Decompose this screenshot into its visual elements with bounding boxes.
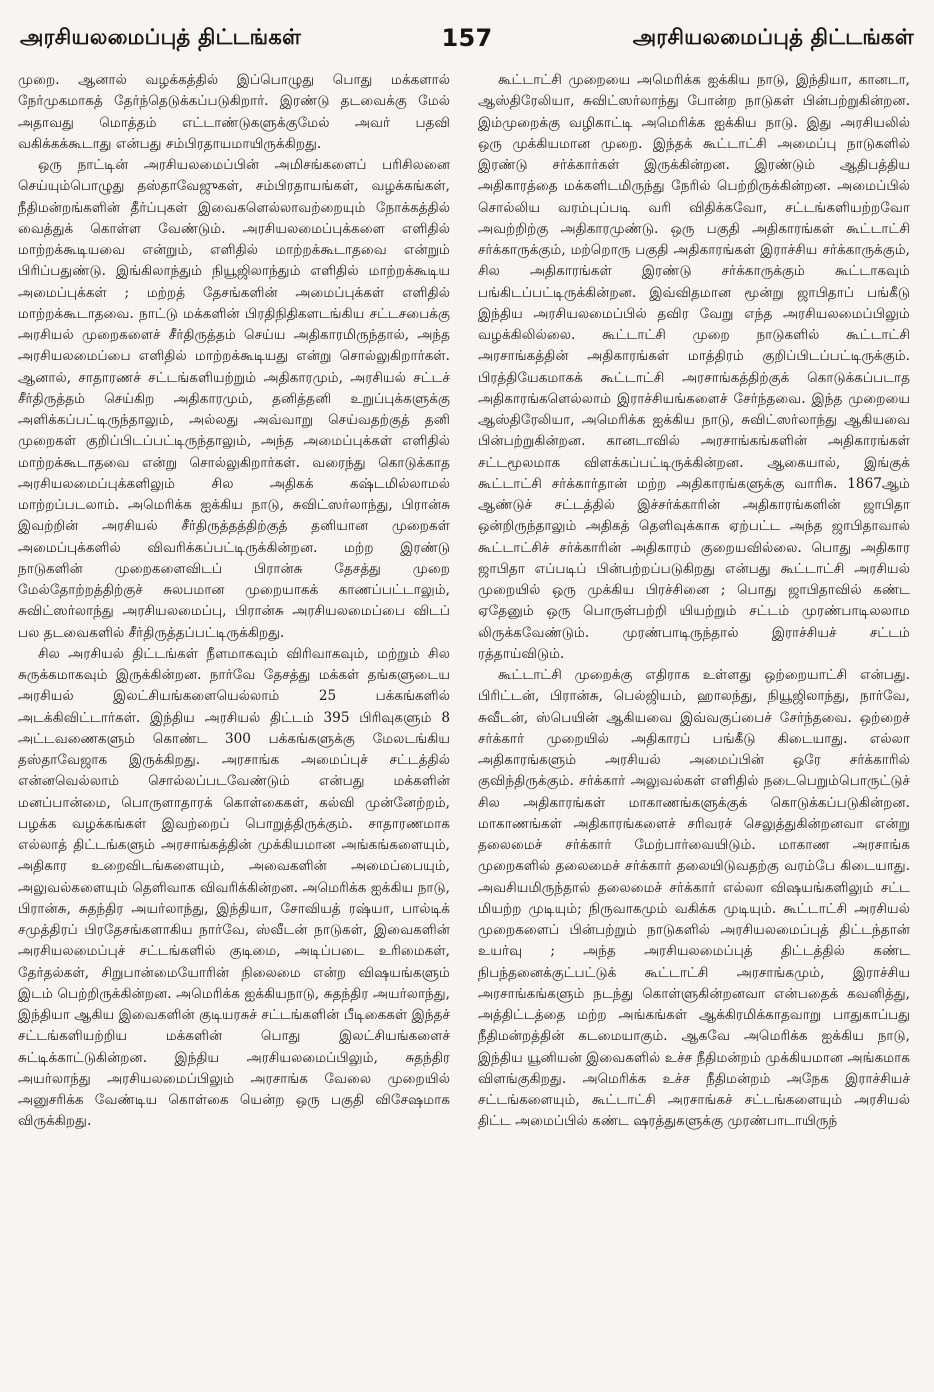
- header-title-right: அரசியலமைப்புத் திட்டங்கள்: [632, 24, 914, 49]
- paragraph: ஒரு நாட்டின் அரசியலமைப்பின் அமிசங்களைப் பரிசிலனை செய்யும்பொழுது தஸ்தாவேஜுகள், சம்பிரதாயங்கள், வழக்கங்கள், நீதிமன்றங்களின் தீர்ப்புகள் இவைகளெல்லாவற்றையும் நோக்கத்தில் வைத்துக் கொள்ள வேண்டும். அரசியலமைப்புக்களை எளிதில் மாற்றக்கூடியவை என்றும், எளிதில் மாற்றக்கூடாதவை என்றும் பிரிப்பதுண்டு. இங்கிலாந்தும் நியூஜிலாந்தும் எளிதில் மாற்றக்கூடிய அமைப்புக்கள் ; மற்றத் தேசங்களின் அமைப்புக்கள் எளிதில் மாற்றக்கூடாதவை. நாட்டு மக்களின் பிரதிநிதிகளடங்கிய சட்டசபைக்கு அரசியல் முறைகளைச் சீர்திருத்தம் செய்ய அதிகாரமிருந்தால், அந்த அரசியலமைப்பை எளிதில் மாற்றக்கூடியது என்று சொல்லுகிறார்கள். ஆனால், சாதாரணச் சட்டங்களியற்றும் அதிகாரமும், அரசியல் சட்டச் சீர்திருத்தம் செய்கிற அதிகாரமும், தனித்தனி உறுப்புக்களுக்கு அளிக்கப்பட்டிருந்தாலும், அல்லது அவ்வாறு செய்வதற்குத் தனி முறைகள் குறிப்பிடப்பட்டிருந்தாலும், அந்த அமைப்புக்கள் எளிதில் மாற்றக்கூடாதவை என்று சொல்லுகிறார்கள். வரைந்து கொடுக்காத அரசியலமைப்புக்களிலும் சில அதிகக் கஷ்டமில்லாமல் மாற்றப்படலாம். அமெரிக்க ஐக்கிய நாடு, சுவிட்ஸர்லாந்து, பிரான்சு இவற்றின் அரசியல் சீர்திருத்தத்திற்குத் தனியான முறைகள் அமைப்புக்களில் விவரிக்கப்பட்டிருக்கின்றன. மற்ற இரண்டு நாடுகளின் முறைகளைவிடப் பிரான்சு தேசத்து முறை மேல்தோற்றத்திற்குச் சுலபமான முறையாகக் காணப்பட்டாலும், சுவிட்ஸர்லாந்து அரசியலமைப்பு, பிரான்சு அரசியலமைப்பை விடப் பல தடவைகளில் சீர்திருத்தப்பட்டிருக்கிறது.: [18, 157, 450, 641]
- paragraph: கூட்டாட்சி முறைக்கு எதிராக உள்ளது ஒற்றையாட்சி என்பது. பிரிட்டன், பிரான்சு, பெல்ஜியம், ஹாலந்து, நியூஜிலாந்து, நார்வே, சுவீடன், ஸ்பெயின் ஆகியவை இவ்வகுப்பைச் சேர்ந்தவை. ஒற்றைச் சர்க்கார் முறையில் அதிகாரப் பங்கீடு கிடையாது. எல்லா அதிகாரங்களும் அரசியல் அமைப்பின் ஒரே சர்க்காரில் குவிந்திருக்கும். சர்க்கார் அலுவல்கள் எளிதில் நடைபெறும்பொருட்டுச் சில அதிகாரங்கள் மாகாணங்களுக்குக் கொடுக்கப்படுகின்றன. மாகாணங்கள் அதிகாரங்களைச் சரிவரச் செலுத்துகின்றனவா என்று தலைமைச் சர்க்கார் மேற்பார்வையிடும். மாகாண அரசாங்க முறைகளில் தலைமைச் சர்க்கார் தலையிடுவதற்கு வரம்பே கிடையாது. அவசியமிருந்தால் தலைமைச் சர்க்கார் எல்லா விஷயங்களிலும் சட்ட மியற்ற முடியும்; நிருவாகமும் வகிக்க முடியும். கூட்டாட்சி அரசியல் முறைகளைப் பின்பற்றும் நாடுகளில் அரசியலமைப்புத் திட்டந்தான் உயர்வு ; அந்த அரசியலமைப்புத் திட்டத்தில் கண்ட நிபந்தனைக்குட்பட்டுக் கூட்டாட்சி அரசாங்கமும், இராச்சிய அரசாங்கங்களும் நடந்து கொள்ளுகின்றனவா என்பதைக் கவனித்து, அத்திட்டத்தை மற்ற அங்கங்கள் ஆக்கிரமிக்காதவாறு பாதுகாப்பது நீதிமன்றத்தின் கடமையாகும். ஆகவே அமெரிக்க ஐக்கிய நாடு, இந்திய யூனியன் இவைகளில் உச்ச நீதிமன்றம் முக்கியமான அங்கமாக விளங்குகிறது. அமெரிக்க உச்ச நீதிமன்றம் அநேக இராச்சியச் சட்டங்களையும், கூட்டாட்சி அரசாங்கச் சட்டங்களையும் அரசியல் திட்ட அமைப்பில் கண்ட ஷரத்துகளுக்கு முரண்பாடாயிருந்: [478, 667, 910, 1130]
- paragraph: சில அரசியல் திட்டங்கள் நீளமாகவும் விரிவாகவும், மற்றும் சில சுருக்கமாகவும் இருக்கின்றன. நார்வே தேசத்து மக்கள் தங்களுடைய அரசியல் இலட்சியங்களையெல்லாம் 25 பக்கங்களில் அடக்கிவிட்டார்கள். இந்திய அரசியல் திட்டம் 395 பிரிவுகளும் 8 அட்டவணைகளும் கொண்ட 300 பக்கங்களுக்கு மேலடங்கிய தஸ்தாவேஜாக இருக்கிறது. அரசாங்க அமைப்புச் சட்டத்தில் என்னவெல்லாம் சொல்லப்படவேண்டும் என்பது மக்களின் மனப்பான்மை, பொருளாதாரக் கொள்கைகள், கல்வி முன்னேற்றம், பழக்க வழக்கங்கள் இவற்றைப் பொறுத்திருக்கும். சாதாரணமாக எல்லாத் திட்டங்களும் அரசாங்கத்தின் முக்கியமான அங்கங்களையும், அதிகார உறைவிடங்களையும், அவைகளின் அமைப்பையும், அலுவல்களையும் தெளிவாக விவரிக்கின்றன. அமெரிக்க ஐக்கிய நாடு, பிரான்சு, சுதந்திர அயர்லாந்து, இந்தியா, சோவியத் ரஷ்யா, பால்டிக் சமுத்திரப் பிரதேசங்களாகிய நார்வே, ஸ்வீடன் நாடுகள், இவைகளின் அரசியலமைப்புச் சட்டங்களில் குடிமை, அடிப்படை உரிமைகள், தேர்தல்கள், சிறுபான்மையோரின் நிலைமை என்ற விஷயங்களும் இடம் பெற்றிருக்கின்றன. அமெரிக்க ஐக்கியநாடு, சுதந்திர அயர்லாந்து, இந்தியா ஆகிய இவைகளின் குடியரசுச் சட்டங்களின் பீடிகைகள் இந்தச் சட்டங்களியற்றிய மக்களின் பொது இலட்சியங்களைச் சுட்டிக்காட்டுகின்றன. இந்திய அரசியலமைப்பிலும், சுதந்திர அயர்லாந்து அரசியலமைப்பிலும் அரசாங்க வேலை முறையில் அனுசரிக்க வேண்டிய கொள்கை யென்ற ஒரு பகுதி விசேஷமாக விருக்கிறது.: [18, 645, 450, 1130]
- paragraph: முறை. ஆனால் வழக்கத்தில் இப்பொழுது பொது மக்களால் நேர்முகமாகத் தேர்ந்தெடுக்கப்படுகிறார். இரண்டு தடவைக்கு மேல் அதாவது மொத்தம் எட்டாண்டுகளுக்குமேல் அவர் பதவி வகிக்கக்கூடாது என்பது சம்பிரதாயமாயிருக்கிறது.: [18, 72, 450, 152]
- header-title-left: அரசியலமைப்புத் திட்டங்கள்: [20, 24, 302, 49]
- right-text-column: [478, 70, 910, 1380]
- running-header: [20, 18, 914, 58]
- paragraph: கூட்டாட்சி முறையை அமெரிக்க ஐக்கிய நாடு, இந்தியா, கானடா, ஆஸ்திரேலியா, சுவிட்ஸர்லாந்து போன்ற நாடுகள் பின்பற்றுகின்றன. இம்முறைக்கு வழிகாட்டி அமெரிக்க ஐக்கிய நாடு. இது அரசியலில் ஒரு முக்கியமான முறை. இந்தக் கூட்டாட்சி அமைப்பு நாடுகளில் இரண்டு சர்க்கார்கள் இருக்கின்றன. இரண்டும் ஆதிபத்திய அதிகாரத்தை மக்களிடமிருந்து நேரில் பெற்றிருக்கின்றன. அமைப்பில் சொல்லிய வரம்புப்படி வரி விதிக்கவோ, சட்டங்களியற்றவோ அவற்றிற்கு அதிகாரமுண்டு. ஒரு பகுதி அதிகாரங்கள் கூட்டாட்சி சர்க்காருக்கும், மற்றொரு பகுதி அதிகாரங்கள் இராச்சிய சர்க்காருக்கும், சில அதிகாரங்கள் இரண்டு சர்க்காருக்கும் கூட்டாகவும் பங்கிடப்பட்டிருக்கின்றன. இவ்விதமான மூன்று ஜாபிதாப் பங்கீடு இந்திய அரசியலமைப்பில் தவிர வேறு எந்த அரசியலமைப்பிலும் வழக்கிலில்லை. கூட்டாட்சி முறை நாடுகளில் கூட்டாட்சி அரசாங்கத்தின் அதிகாரங்கள் மாத்திரம் குறிப்பிடப்பட்டிருக்கும். பிரத்தியேகமாகக் கூட்டாட்சி அரசாங்கத்திற்குக் கொடுக்கப்படாத அதிகாரங்களெல்லாம் இராச்சியங்களைச் சேர்ந்தவை. இந்த முறையை ஆஸ்திரேலியா, அமெரிக்க ஐக்கிய நாடு, சுவிட்ஸர்லாந்து ஆகியவை பின்பற்றுகின்றன. கானடாவில் அரசாங்கங்களின் அதிகாரங்கள் சட்டமூலமாக விளக்கப்பட்டிருக்கின்றன. ஆகையால், இங்குக் கூட்டாட்சி சர்க்கார்தான் மற்ற அதிகாரங்களுக்கு வாரிசு. 1867ஆம் ஆண்டுச் சட்டத்தில் இச்சர்க்காரின் அதிகாரங்களின் ஜாபிதா ஒன்றிருந்தாலும் அதிகத் தெளிவுக்காக ஏற்பட்ட அந்த ஜாபிதாவால் கூட்டாட்சிச் சர்க்காரின் அதிகாரம் குறையவில்லை. பொது அதிகார ஜாபிதா எப்படிப் பின்பற்றப்படுகிறது என்பது கூட்டாட்சி அரசியல் முறையில் ஒரு முக்கிய பிரச்சினை ; பொது ஜாபிதாவில் கண்ட ஏதேனும் ஒரு பொருள்பற்றி யியற்றும் சட்டம் முரண்பாடிலலாம லிருக்கவேண்டும். முரண்பாடிருந்தால் இராச்சியச் சட்டம் ரத்தாய்விடும்.: [478, 72, 910, 662]
- left-text-column: [18, 70, 450, 1380]
- page-number: 157: [441, 24, 493, 52]
